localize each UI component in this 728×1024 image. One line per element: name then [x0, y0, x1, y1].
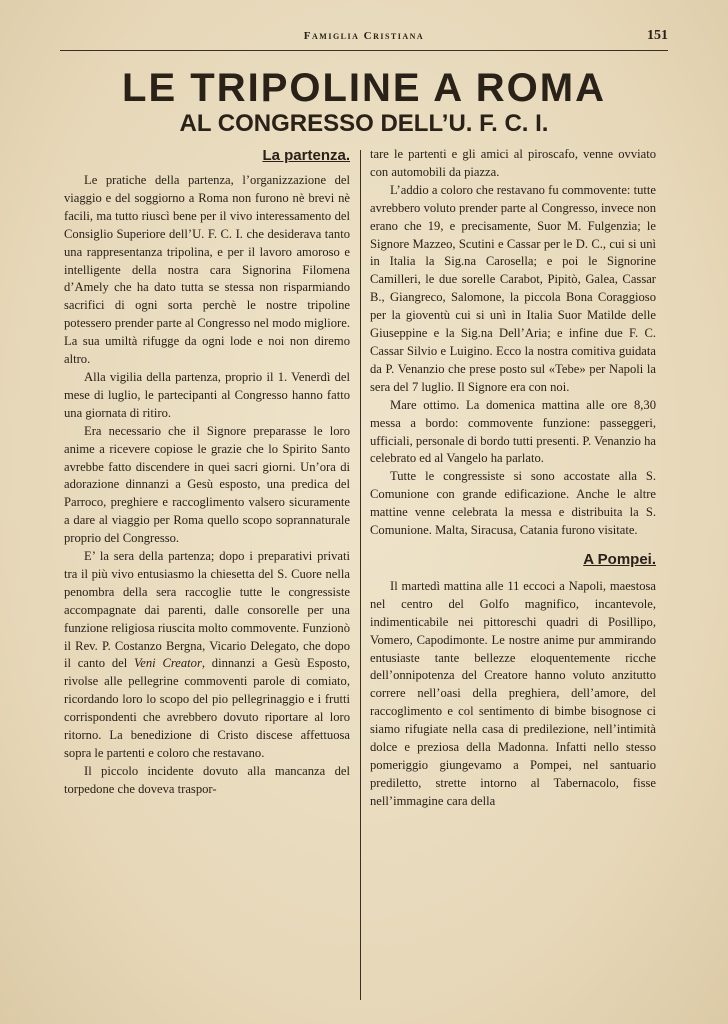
- article-subtitle: AL CONGRESSO DELL’U. F. C. I.: [179, 110, 549, 137]
- paragraph: tare le partenti e gli amici al piroscafo, venne ovviato con automobili da piazza.: [370, 147, 656, 179]
- left-column: [64, 144, 350, 1006]
- text-run: E’ la sera della partenza; dopo i preparativi privati tra il più vivo entusiasmo la chiesetta del S. Cuore nella penombra della sera raccoglie tutte le congressiste accompagnate dai parenti, dalle consorelle per una funzione religiosa riuscita molto commovente. Funzionò il Rev. P. Costanzo Bergna, Vicario Delegato, che dopo il canto del: [64, 549, 350, 671]
- section-heading-partenza: La partenza.: [262, 147, 350, 164]
- page-number: 151: [647, 28, 668, 43]
- paragraph: Mare ottimo. La domenica mattina alle ore 8,30 messa a bordo: commovente funzione: passeggeri, ufficiali, personale di bordo tutti presenti. P. Venanzio ha celebrato ed al Vangelo ha parlato.: [370, 397, 656, 466]
- italic-text: Veni Creator: [133, 656, 202, 671]
- column-rule: [360, 150, 361, 1000]
- paragraph: Il piccolo incidente dovuto alla mancanza del torpedone che doveva traspor-: [64, 763, 350, 796]
- section-heading-pompei: A Pompei.: [583, 550, 656, 568]
- text-run: , dinnanzi a Gesù Esposto, rivolse alle pellegrine commoventi parole di comiato, ricordando loro lo scopo del pio pellegrinaggio e i frutti corrispondenti che avrebbero dovuto riportare al loro ritorno. La benedizione di Cristo discese affettuosa sopra le partenti e coloro che restavano.: [64, 656, 350, 760]
- running-head: [60, 28, 668, 51]
- paragraph: L’addio a coloro che restavano fu commovente: tutte avrebbero voluto prender parte al Congresso, invece non erano che 19, e precisamente, Suor M. Fulgenzia; le Signore Mazzeo, Scutini e Cassar per le D. C., cui si unì in Italia la Sig.na Carosella; e poi le Signorine Camilleri, le due sorelle Carabot, Pipitò, Galea, Cassar B., Giangreco, Salomone, la piccola Bona Coraggioso per la gioventù cui si unì in Italia Suor Matilde delle Giuseppine e la Sig.na Dell’Aria; e infine due F. C. Cassar Silvio e Luigino. Ecco la nostra comitiva guidata da P. Venanzio che prese posto sul «Tebe» per Napoli la sera del 7 luglio. Il Signore era con noi.: [370, 182, 656, 394]
- right-column: [370, 146, 656, 1006]
- paragraph: Alla vigilia della partenza, proprio il 1. Venerdì del mese di luglio, le partecipanti al Congresso hanno fatto una giornata di ritiro.: [64, 369, 350, 420]
- paragraph: Tutte le congressiste si sono accostate alla S. Comunione con grande edificazione. Anche le altre mattine venne celebrata la messa e distribuita la S. Comunione. Malta, Siracusa, Catania furono visitate.: [370, 469, 656, 538]
- paragraph: Le pratiche della partenza, l’organizzazione del viaggio e del soggiorno a Roma non furono nè brevi nè facili, ma tutto riuscì bene per il vivo interessamento del Consiglio Superiore dell’U. F. C. I. che desiderava tanto una rappresentanza tripolina, e per il lavoro amoroso e intelligente della nostra cara Signorina Filomena d’Amely che ha dato tutta se stessa non risparmiando sacrifici di ogni sorta perchè le nostre tripoline potessero prender parte al Congresso nel modo migliore. La sua umiltà rifugge da ogni lode e noi non diremo altro.: [64, 173, 350, 367]
- paragraph: Era necessario che il Signore preparasse le loro anime a ricevere copiose le grazie che lo Spirito Santo avrebbe fatto discendere in quei sacri giorni. Un’ora di adorazione dinnanzi a Gesù esposto, una predica del Parroco, preghiere e raccoglimento valsero sicuramente a dare al viaggio per Roma quello scopo soprannaturale proprio del Congresso.: [64, 423, 350, 546]
- paragraph: [64, 548, 350, 763]
- article-title: LE TRIPOLINE A ROMA: [122, 66, 606, 110]
- journal-name: Famiglia Cristiana: [303, 30, 425, 42]
- paragraph: Il martedì mattina alle 11 eccoci a Napoli, maestosa nel centro del Golfo magnifico, incantevole, indimenticabile nei pittoreschi quadri di Posillipo, Vomero, Capodimonte. Le nostre anime pur ammirando entusiaste tante bellezze eloquentemente ricche dell’onnipotenza del Creatore hanno voluto anzitutto correre nell’oasi della preghiera, dell’amore, del raccoglimento e col sentimento di bimbe bisognose ci siamo rifugiate nella casa di predilezione, nell’intimità dolce e preziosa della Madonna. Infatti nello stesso pomeriggio giungevamo a Pompei, nel santuario prediletto, strette intorno al Tabernacolo, fisse nell’immagine cara della: [370, 578, 656, 808]
